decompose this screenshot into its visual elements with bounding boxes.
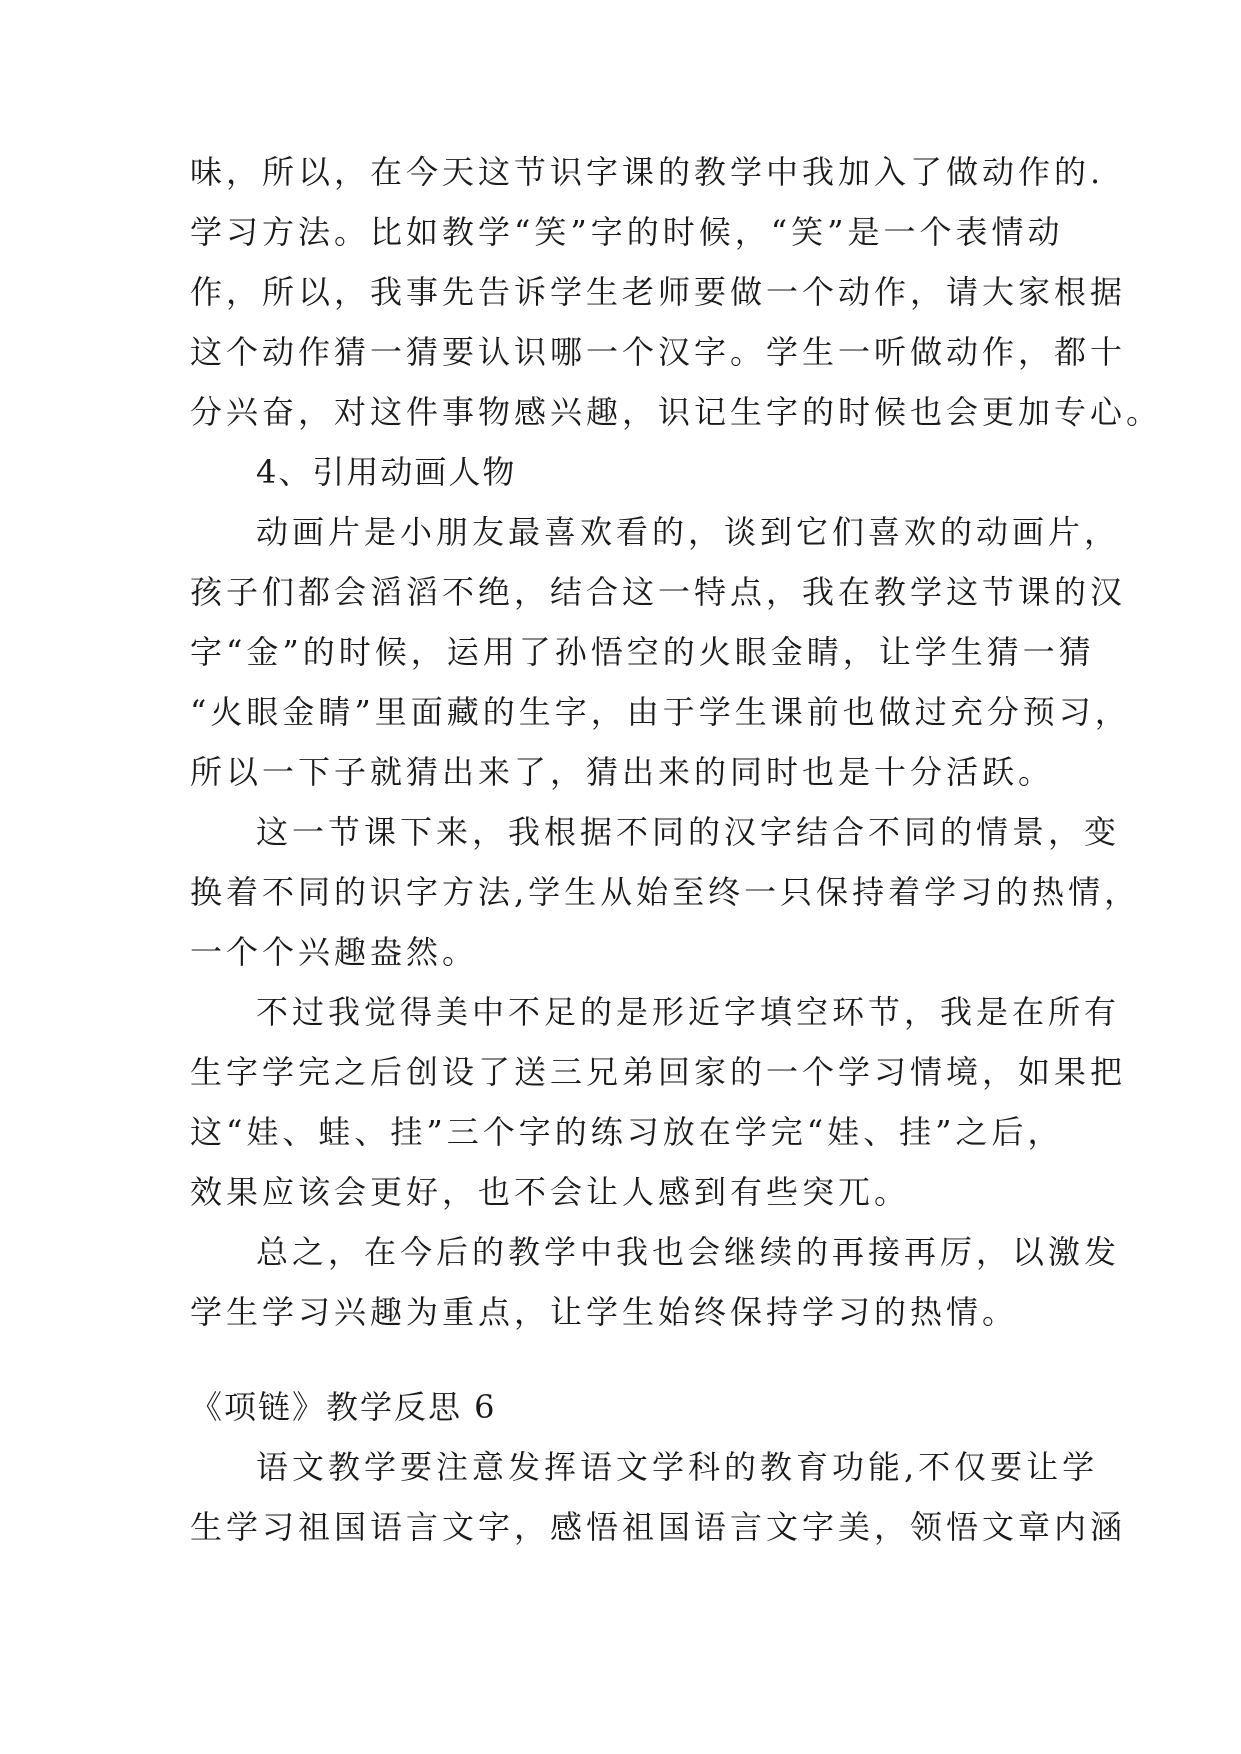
paragraph-line: 学习方法。比如教学“笑”字的时候，“笑”是一个表情动 bbox=[190, 213, 1064, 251]
paragraph-line: 生学习祖国语言文字，感悟祖国语言文字美，领悟文章内涵 bbox=[190, 1508, 1127, 1546]
paragraph-line: 所以一下子就猜出来了，猜出来的同时也是十分活跃。 bbox=[190, 753, 1055, 791]
article-title: 《项链》教学反思 6 bbox=[190, 1388, 497, 1426]
paragraph-line: 分兴奋，对这件事物感兴趣，识记生字的时候也会更加专心。 bbox=[190, 393, 1163, 431]
paragraph-line: 孩子们都会滔滔不绝，结合这一特点，我在教学这节课的汉 bbox=[190, 573, 1127, 611]
paragraph-line: 味，所以，在今天这节识字课的教学中我加入了做动作的. bbox=[190, 153, 1105, 191]
paragraph-line: 换着不同的识字方法,学生从始至终一只保持着学习的热情， bbox=[190, 873, 1141, 911]
paragraph-line: 动画片是小朋友最喜欢看的，谈到它们喜欢的动画片， bbox=[256, 513, 1121, 551]
paragraph-line: 总之，在今后的教学中我也会继续的再接再厉，以激发 bbox=[256, 1233, 1121, 1271]
paragraph-line: 学生学习兴趣为重点，让学生始终保持学习的热情。 bbox=[190, 1293, 1019, 1331]
paragraph-line: 语文教学要注意发挥语文学科的教育功能,不仅要让学 bbox=[256, 1448, 1099, 1486]
paragraph-line: 效果应该会更好，也不会让人感到有些突兀。 bbox=[190, 1173, 911, 1211]
paragraph-line: 字“金”的时候，运用了孙悟空的火眼金睛，让学生猜一猜 bbox=[190, 633, 1095, 671]
paragraph-line: 一个个兴趣盎然。 bbox=[190, 933, 479, 971]
paragraph-line: “火眼金睛”里面藏的生字，由于学生课前也做过充分预习， bbox=[190, 693, 1131, 731]
paragraph-line: 这个动作猜一猜要认识哪一个汉字。学生一听做动作，都十 bbox=[190, 333, 1127, 371]
section-heading: 4、引用动画人物 bbox=[256, 453, 517, 491]
paragraph-line: 作，所以，我事先告诉学生老师要做一个动作，请大家根据 bbox=[190, 273, 1127, 311]
paragraph-line: 生字学完之后创设了送三兄弟回家的一个学习情境，如果把 bbox=[190, 1053, 1127, 1091]
paragraph-line: 这一节课下来，我根据不同的汉字结合不同的情景，变 bbox=[256, 813, 1121, 851]
paragraph-line: 不过我觉得美中不足的是形近字填空环节，我是在所有 bbox=[256, 993, 1121, 1031]
paragraph-line: 这“娃、蛙、挂”三个字的练习放在学完“娃、挂”之后， bbox=[190, 1113, 1064, 1151]
